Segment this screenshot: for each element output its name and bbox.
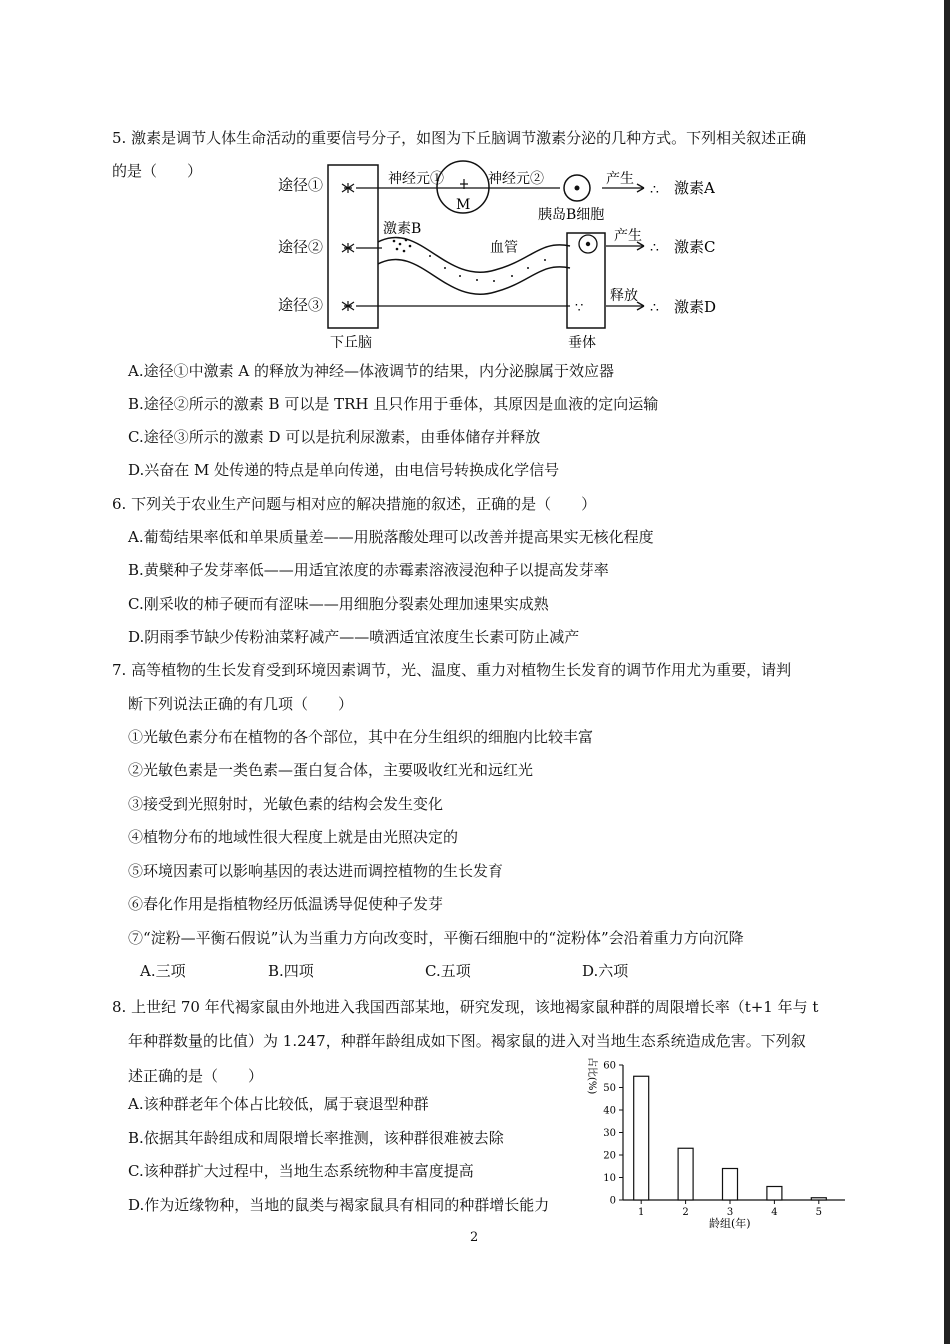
hormone-a-dots: ∴	[650, 182, 659, 198]
q7-statement-3: ③接受到光照射时，光敏色素的结构会发生变化	[128, 795, 444, 813]
q7-option-a: A.三项	[140, 962, 186, 980]
q7-statement-5: ⑤环境因素可以影响基因的表达进而调控植物的生长发育	[128, 862, 504, 880]
hypothalamus-neuron-icons	[342, 183, 354, 311]
release-label: 释放	[610, 288, 638, 304]
q5-option-d: D.兴奋在 M 处传递的特点是单向传递，由电信号转换成化学信号	[128, 461, 560, 479]
q5-stem-line2: 的是（ ）	[112, 162, 203, 180]
chart-bar-5	[811, 1198, 826, 1200]
islet-b-cell-label: 胰岛B细胞	[538, 207, 605, 223]
chart-x-tick-label: 2	[682, 1207, 689, 1218]
q7-statement-7: ⑦“淀粉—平衡石假说”认为当重力方向改变时，平衡石细胞中的“淀粉体”会沿着重力方向沉降	[128, 929, 744, 947]
chart-bar-2	[678, 1148, 693, 1200]
q8-option-a: A.该种群老年个体占比较低，属于衰退型种群	[128, 1095, 429, 1113]
hormone-c-dots: ∴	[650, 240, 659, 256]
produce-label-2: 产生	[614, 228, 642, 244]
chart-y-tick-label: 60	[603, 1060, 616, 1072]
chart-bar-1	[634, 1076, 649, 1200]
pituitary-granules: ∵	[575, 301, 584, 316]
q8-option-c: C.该种群扩大过程中，当地生态系统物种丰富度提高	[128, 1162, 474, 1180]
pituitary-cell-nucleus	[586, 242, 590, 246]
q7-option-c: C.五项	[425, 962, 471, 980]
diagram-path3-label: 途径③	[278, 296, 324, 314]
chart-y-tick-label: 50	[603, 1083, 616, 1094]
q7-statement-1: ①光敏色素分布在植物的各个部位，其中在分生组织的细胞内比较丰富	[128, 728, 594, 746]
chart-x-tick-label: 1	[638, 1207, 645, 1218]
q7-stem-line1: 7. 高等植物的生长发育受到环境因素调节，光、温度、重力对植物生长发育的调节作用尤为重要，请判	[112, 661, 792, 679]
hormone-b-granules	[393, 239, 412, 253]
diagram-path1-label: 途径①	[278, 176, 324, 194]
chart-y-axis-label: 占比(%)	[586, 1057, 597, 1095]
q7-statement-2: ②光敏色素是一类色素—蛋白复合体，主要吸收红光和远红光	[128, 761, 534, 779]
q7-stem-line2: 断下列说法正确的有几项（ ）	[128, 695, 354, 713]
chart-x-tick-label: 5	[815, 1207, 822, 1218]
hormone-b-label: 激素B	[383, 221, 422, 237]
q5-hormone-diagram	[270, 160, 740, 350]
q8-option-d: D.作为近缘物种，当地的鼠类与褐家鼠具有相同的种群增长能力	[128, 1196, 550, 1214]
neuron2-label: 神经元②	[488, 171, 544, 187]
q6-option-d: D.阴雨季节缺少传粉油菜籽减产——喷洒适宜浓度生长素可防止减产	[128, 628, 580, 646]
q7-statement-6: ⑥春化作用是指植物经历低温诱导促使种子发芽	[128, 895, 444, 913]
synapse-m-label: M	[456, 197, 471, 213]
q6-option-b: B.黄檗种子发芽率低——用适宜浓度的赤霉素溶液浸泡种子以提高发芽率	[128, 561, 609, 579]
pituitary-box	[567, 233, 605, 328]
q5-option-b: B.途径②所示的激素 B 可以是 TRH 且只作用于垂体，其原因是血液的定向运输	[128, 395, 659, 413]
age-structure-chart	[575, 1055, 845, 1230]
blood-vessel-label: 血管	[490, 240, 518, 256]
q8-stem-line1: 8. 上世纪 70 年代褐家鼠由外地进入我国西部某地，研究发现，该地褐家鼠种群的周限增长率（t+1 年与 t	[112, 998, 819, 1016]
q8-stem-line2: 年种群数量的比值）为 1.247，种群年龄组成如下图。褐家鼠的进入对当地生态系统造成危害。下列叙	[128, 1032, 806, 1050]
q7-option-b: B.四项	[268, 962, 314, 980]
hormone-c-label: 激素C	[674, 238, 716, 256]
hormone-d-dots: ∴	[650, 300, 659, 316]
chart-y-tick-label: 40	[603, 1105, 616, 1117]
diagram-path2-label: 途径②	[278, 238, 324, 256]
hypothalamus-box	[328, 165, 378, 328]
q5-option-c: C.途径③所示的激素 D 可以是抗利尿激素，由垂体储存并释放	[128, 428, 541, 446]
q6-stem: 6. 下列关于农业生产问题与相对应的解决措施的叙述，正确的是（ ）	[112, 495, 597, 513]
q5-option-a: A.途径①中激素 A 的释放为神经—体液调节的结果，内分泌腺属于效应器	[128, 362, 614, 380]
chart-y-tick-label: 20	[603, 1150, 616, 1162]
chart-x-tick-label: 3	[726, 1207, 734, 1218]
hormone-a-label: 激素A	[674, 179, 715, 197]
chart-bar-4	[767, 1187, 782, 1201]
q6-option-c: C.刚采收的柿子硬而有涩味——用细胞分裂素处理加速果实成熟	[128, 595, 549, 613]
chart-x-tick-label: 4	[771, 1207, 778, 1218]
q7-option-d: D.六项	[582, 962, 629, 980]
chart-y-tick-label: 0	[609, 1195, 616, 1207]
q8-option-b: B.依据其年龄组成和周限增长率推测，该种群很难被去除	[128, 1129, 504, 1147]
chart-y-tick-label: 30	[603, 1128, 616, 1139]
q7-statement-4: ④植物分布的地域性很大程度上就是由光照决定的	[128, 828, 459, 846]
neuron1-label: 神经元①	[388, 171, 444, 187]
chart-bar-3	[723, 1169, 738, 1201]
q8-stem-line3: 述正确的是（ ）	[128, 1067, 264, 1085]
chart-x-axis-label: 龄组(年)	[709, 1217, 751, 1230]
chart-y-tick-label: 10	[603, 1173, 616, 1184]
blood-vessel	[378, 237, 570, 294]
q5-stem-line1: 5. 激素是调节人体生命活动的重要信号分子，如图为下丘脑调节激素分泌的几种方式。下列相关叙述正确	[112, 129, 807, 147]
produce-label-1: 产生	[606, 171, 634, 187]
hormone-d-label: 激素D	[674, 298, 717, 316]
q6-option-a: A.葡萄结果率低和单果质量差——用脱落酸处理可以改善并提高果实无核化程度	[128, 528, 654, 546]
islet-b-cell-nucleus	[575, 186, 580, 191]
scan-page-edge	[944, 0, 950, 1344]
hypothalamus-label: 下丘脑	[330, 335, 372, 350]
pituitary-label: 垂体	[568, 335, 596, 350]
page-number: 2	[470, 1230, 479, 1245]
